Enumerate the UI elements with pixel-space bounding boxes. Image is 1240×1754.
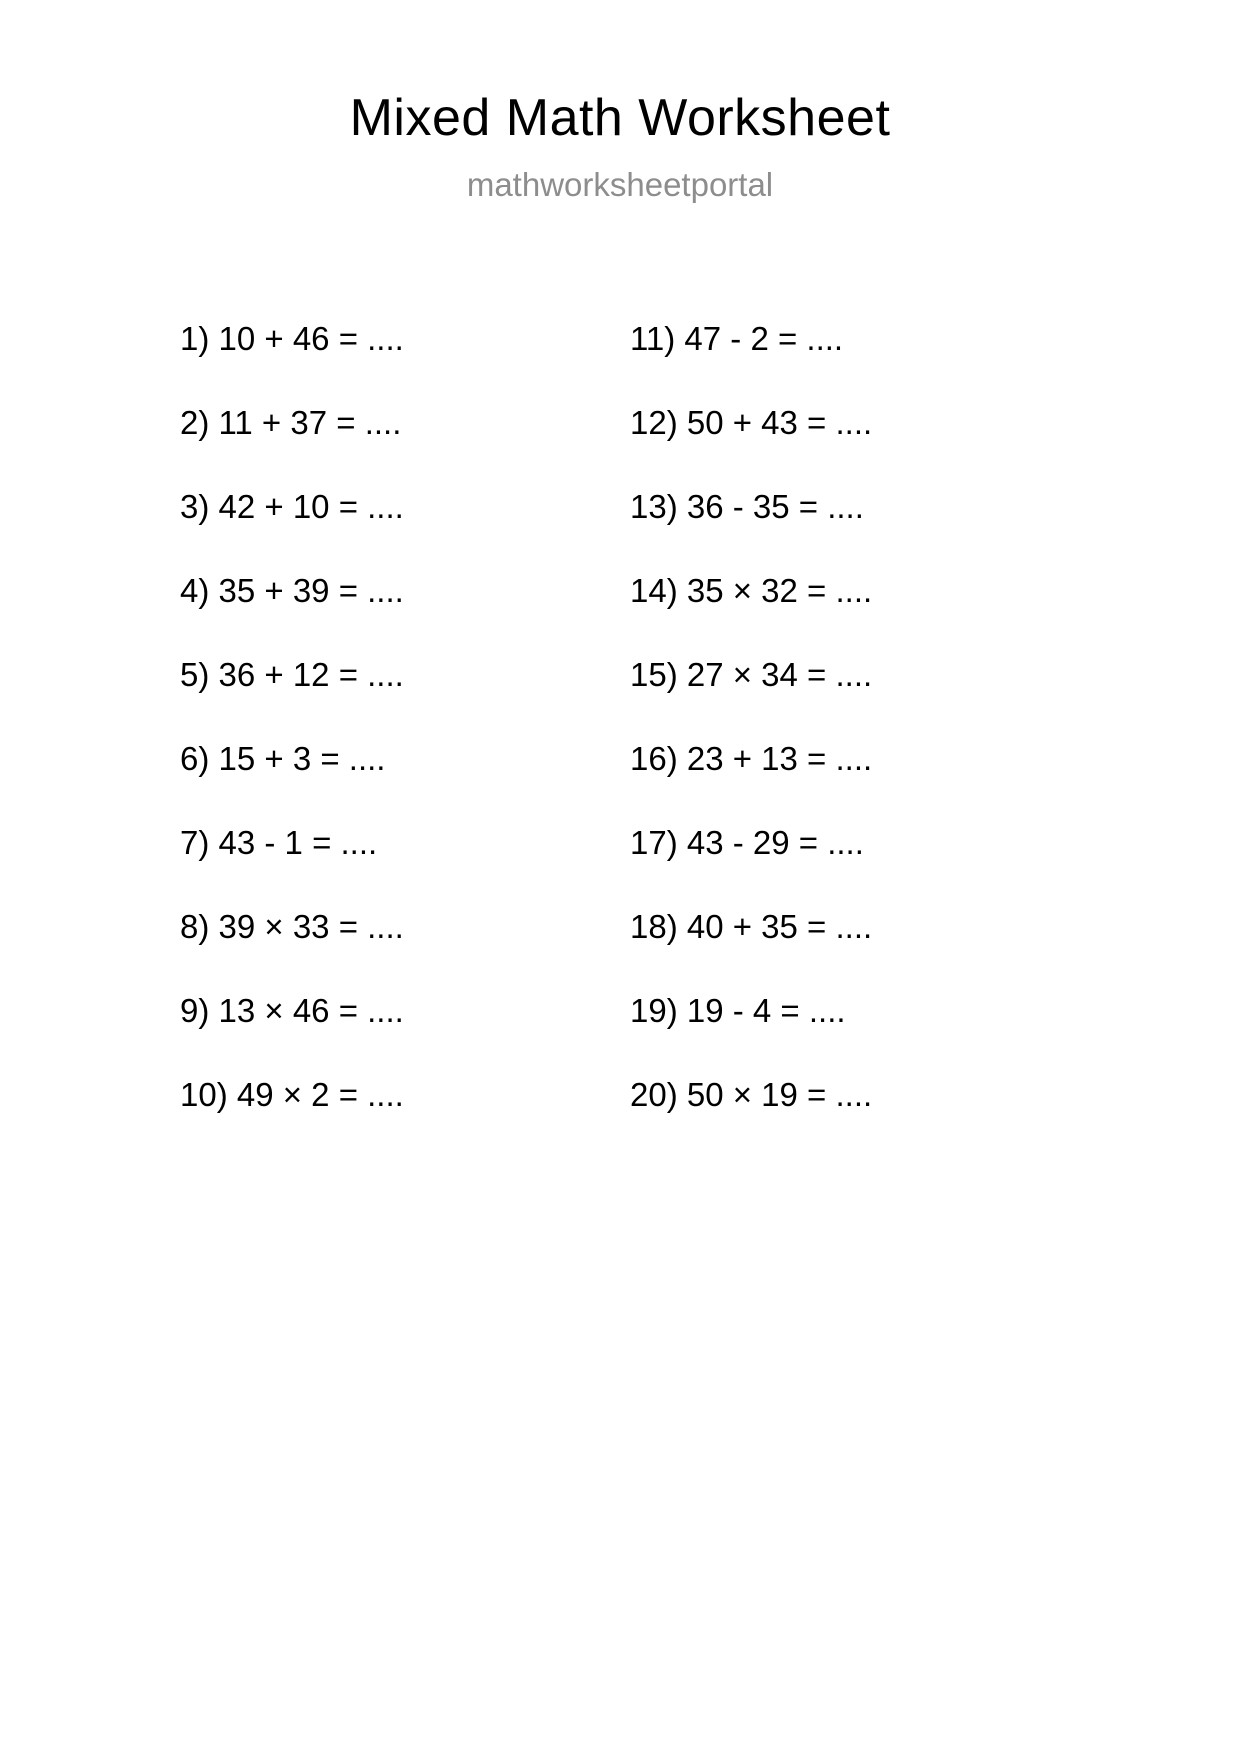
problem-item: 18) 40 + 35 = .... xyxy=(630,907,873,945)
problem-item: 11) 47 - 2 = .... xyxy=(630,319,844,357)
problem-item: 15) 27 × 34 = .... xyxy=(630,655,873,693)
problem-item: 6) 15 + 3 = .... xyxy=(180,739,386,777)
problem-item: 17) 43 - 29 = .... xyxy=(630,823,864,861)
problem-item: 20) 50 × 19 = .... xyxy=(630,1075,873,1113)
page-subtitle: mathworksheetportal xyxy=(466,166,774,203)
problem-item: 7) 43 - 1 = .... xyxy=(180,823,378,861)
problem-item: 12) 50 + 43 = .... xyxy=(630,403,873,441)
problem-item: 10) 49 × 2 = .... xyxy=(180,1075,404,1113)
problem-item: 5) 36 + 12 = .... xyxy=(180,655,404,693)
problem-item: 3) 42 + 10 = .... xyxy=(180,487,404,525)
problem-column-left xyxy=(180,296,630,1136)
problem-item: 19) 19 - 4 = .... xyxy=(630,991,846,1029)
problem-list xyxy=(0,296,1240,1136)
problem-item: 9) 13 × 46 = .... xyxy=(180,991,404,1029)
problem-item: 1) 10 + 46 = .... xyxy=(180,319,404,357)
problem-item: 4) 35 + 39 = .... xyxy=(180,571,404,609)
problem-item: 2) 11 + 37 = .... xyxy=(180,403,402,441)
problem-item: 8) 39 × 33 = .... xyxy=(180,907,404,945)
problem-item: 14) 35 × 32 = .... xyxy=(630,571,873,609)
page-title: Mixed Math Worksheet xyxy=(349,89,891,147)
problem-item: 16) 23 + 13 = .... xyxy=(630,739,873,777)
problem-item: 13) 36 - 35 = .... xyxy=(630,487,864,525)
problem-column-right xyxy=(630,296,1080,1136)
